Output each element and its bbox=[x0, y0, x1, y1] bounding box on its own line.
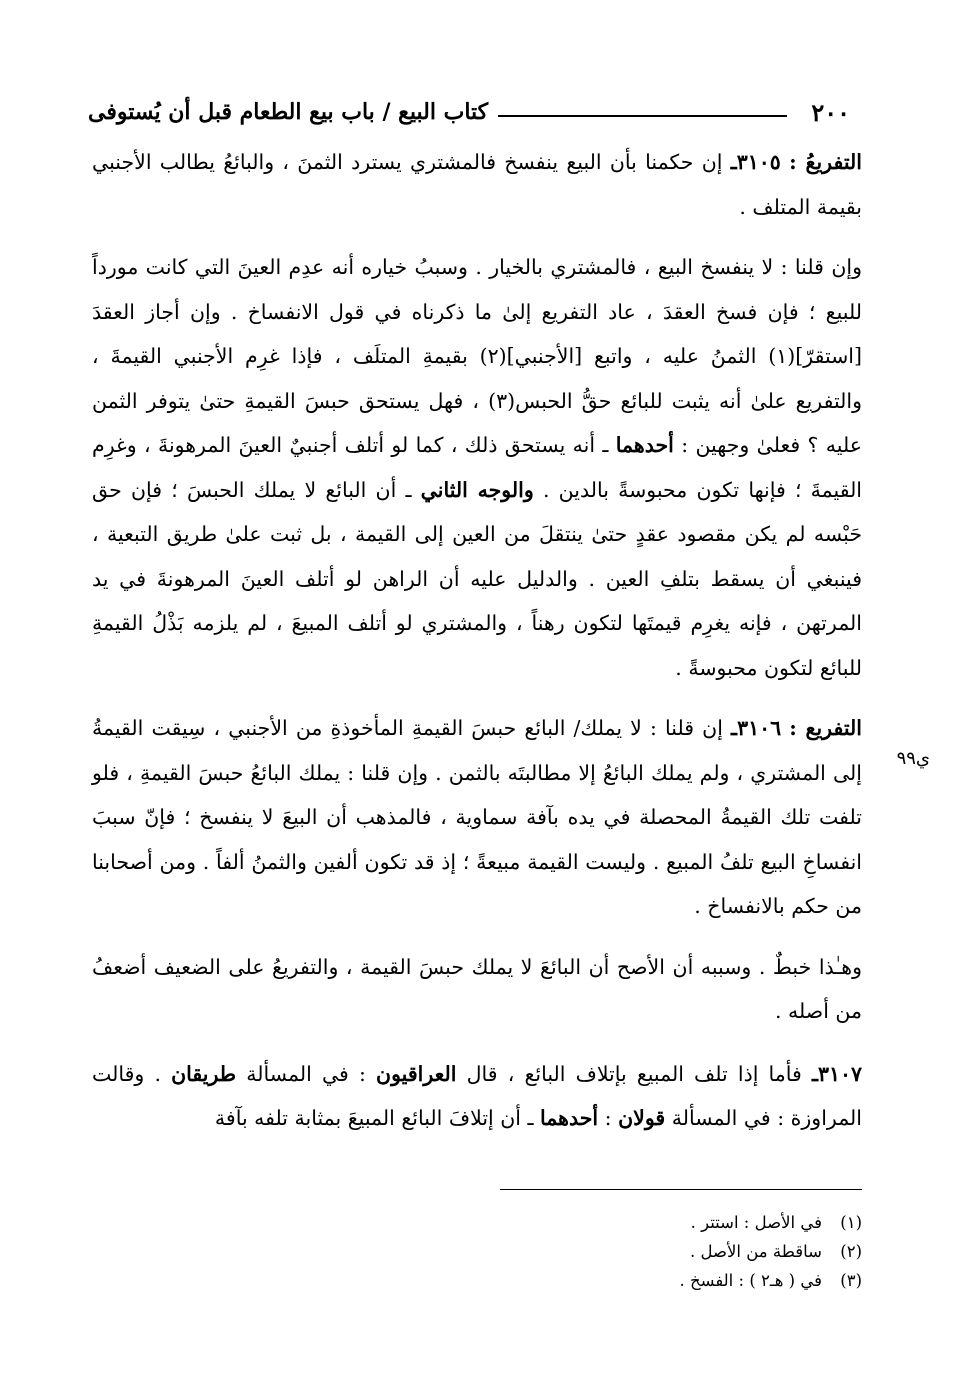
paragraph-text: : في المسألة bbox=[246, 1061, 366, 1086]
paragraph-3105 bbox=[92, 140, 862, 229]
paragraph-text: ـ أن إتلافَ البائع المبيعَ بمثابة تلفه بآفة bbox=[214, 1106, 534, 1130]
paragraph-text: وإن قلنا : لا ينفسخ البيع ، فالمشتري بالخيار . وسببُ خياره أنه عدِم العينَ التي كانت مورداً للبيع ؛ فإن فسخ العقدَ ، عاد التفريع إلىٰ ما ذكرناه في قول الانفساخ . وإن أجاز العقدَ [استقرّ](١) الثمنُ عليه ، واتبع [الأجنبي](٢) بقيمةِ المتلَف ، فإذا غرِم الأجنبي القيمةَ ، والتفريع علىٰ أنه يثبت للبائع حقُّ الحبس(٣) ، فهل يستحق حبسَ القيمةِ حتىٰ يتوفر الثمن عليه ؟ فعلىٰ وجهين : bbox=[92, 255, 863, 457]
paragraph-text: ـ أنه يستحق ذلك ، كما لو أتلف أجنبيٌ العينَ المرهونةَ ، وغرِم القيمةَ ؛ فإنها تكون محبوسةً بالدين . bbox=[92, 433, 863, 502]
paragraph-3107 bbox=[92, 1052, 862, 1141]
paragraph-text: إن حكمنا بأن البيع ينفسخ فالمشتري يسترد الثمنَ ، والبائعُ يطالب الأجنبي بقيمة المتلف . bbox=[92, 150, 862, 219]
bold-term: طريقان bbox=[171, 1061, 237, 1086]
footnote bbox=[430, 1266, 862, 1295]
paragraph-continuation bbox=[92, 245, 862, 690]
section-number: ٣١٠٦ـ bbox=[731, 716, 782, 740]
footnote-number: (١) bbox=[840, 1213, 862, 1232]
bold-term: أحدهما bbox=[540, 1106, 599, 1130]
paragraph-3106 bbox=[92, 706, 862, 929]
header-rule bbox=[498, 115, 787, 117]
paragraph-text: وهـٰذا خبطٌ . وسببه أن الأصح أن البائعَ لا يملك حبسَ القيمة ، والتفريعُ على الضعيف أضعفُ من أصله . bbox=[92, 954, 862, 1023]
bold-term: العراقيون bbox=[376, 1061, 457, 1086]
section-lead: التفريع : bbox=[789, 716, 862, 740]
section-lead: التفريعُ : bbox=[789, 150, 862, 174]
main-text bbox=[92, 140, 862, 1141]
running-title: كتاب البيع / باب بيع الطعام قبل أن يُستوفى bbox=[88, 99, 489, 125]
section-number: ٣١٠٧ـ bbox=[811, 1061, 862, 1086]
section-number: ٣١٠٥ـ bbox=[730, 150, 781, 174]
footnote-rule bbox=[500, 1189, 862, 1190]
paragraph-text: ـ أن البائع لا يملك الحبسَ ؛ فإن حق حَبْسه لم يكن مقصود عقدٍ حتىٰ ينتقلَ من العين إلى القيمة ، بل ثبت علىٰ طريق التبعية ، فينبغي أن يسقط بتلفِ العين . والدليل عليه أن الراهن لو أتلف العينَ المرهونةَ في يد المرتهن ، فإنه يغرِم قيمتَها لتكون رهناً ، والمشتري لو أتلف المبيعَ ، لم يلزمه بَذْلُ القيمةِ للبائع لتكون محبوسةً . bbox=[92, 477, 862, 680]
footnote bbox=[430, 1208, 862, 1237]
bold-term: والوجه الثاني bbox=[420, 477, 534, 502]
paragraph-comment bbox=[92, 945, 862, 1034]
footnote bbox=[430, 1237, 862, 1266]
paragraph-text: : bbox=[604, 1106, 612, 1130]
footnote-number: (٣) bbox=[840, 1271, 862, 1290]
bold-term: أحدهما bbox=[615, 433, 674, 457]
page-number: ٢٠٠ bbox=[811, 97, 850, 127]
margin-note: ي٩٩ bbox=[896, 748, 930, 769]
bold-term: قولان bbox=[618, 1106, 666, 1130]
paragraph-text: فأما إذا تلف المبيع بإتلاف البائع ، قال bbox=[466, 1061, 802, 1086]
footnote-number: (٢) bbox=[840, 1242, 862, 1261]
footnotes bbox=[430, 1208, 862, 1295]
footnote-text: ساقطة من الأصل . bbox=[690, 1242, 822, 1261]
paragraph-text: . وقالت المراوزة : في المسألة bbox=[92, 1061, 862, 1130]
footnote-text: في ( هـ٢ ) : الفسخ . bbox=[679, 1271, 822, 1290]
running-header bbox=[88, 92, 850, 132]
paragraph-text: إن قلنا : لا يملك/ البائع حبسَ القيمةِ المأخوذةِ من الأجنبي ، سِيقت القيمةُ إلى المشتري ، ولم يملك البائعُ إلا مطالبتَه بالثمن . وإن قلنا : يملك البائعُ حبسَ القيمةِ ، فلو تلفت تلك القيمةُ المحصلة في يده بآفة سماوية ، فالمذهب أن البيعَ لا ينفسخ ؛ فإنّ سببَ انفساخِ البيع تلفُ المبيع . وليست القيمة مبيعةً ؛ إذ قد تكون ألفين والثمنُ ألفاً . ومن أصحابنا من حكم بالانفساخ . bbox=[92, 716, 862, 918]
footnote-text: في الأصل : استتر . bbox=[690, 1213, 822, 1232]
